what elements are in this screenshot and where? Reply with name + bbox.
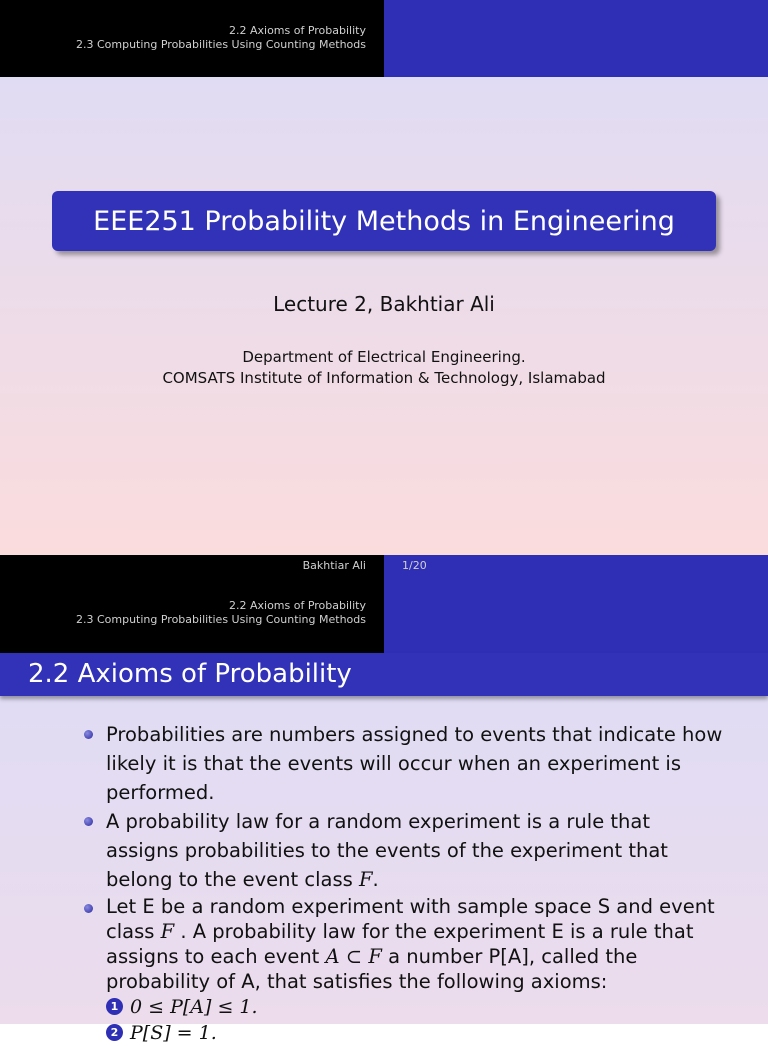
axiom-item: 2 P[S] = 1. (84, 1020, 724, 1046)
slide-footer (0, 555, 768, 578)
header-right-bar (384, 578, 768, 655)
list-item: Probabilities are numbers assigned to events that indicate how likely it is that the events will occur when an experiment is performed. (84, 720, 724, 807)
header-section[interactable]: 2.2 Axioms of Probability (228, 24, 366, 37)
bullet-icon (84, 730, 93, 739)
list-item: Let E be a random experiment with sample space S and event class F . A probability law for the experiment E is a rule that assigns to each event A ⊂ F a number P[A], called the probability of A, that satisfies the following axioms: (84, 894, 724, 994)
slide-header (0, 578, 768, 655)
page-number: 1/20 (402, 559, 427, 572)
header-left-bar (0, 0, 384, 77)
frame-title: 2.2 Axioms of Probability (28, 659, 352, 689)
header-left-bar (0, 578, 384, 655)
frame-title-bar (0, 653, 768, 696)
header-subsection[interactable]: 2.3 Computing Probabilities Using Counting Methods (75, 613, 366, 626)
institute: COMSATS Institute of Information & Technology, Islamabad (162, 369, 606, 387)
axiom-item: 1 0 ≤ P[A] ≤ 1. (84, 994, 724, 1020)
footer-author: Bakhtiar Ali (302, 559, 366, 572)
header-right-bar (384, 0, 768, 77)
header-subsection[interactable]: 2.3 Computing Probabilities Using Counting Methods (75, 38, 366, 51)
enumeration-badge: 1 (106, 998, 123, 1015)
bullet-list (84, 720, 724, 1046)
enumeration-badge: 2 (106, 1024, 123, 1041)
department: Department of Electrical Engineering. (242, 348, 526, 366)
lecture-author: Lecture 2, Bakhtiar Ali (273, 292, 495, 316)
bullet-icon (84, 904, 93, 913)
bullet-icon (84, 817, 93, 826)
content-slide (0, 578, 768, 1044)
list-item: A probability law for a random experiment is a rule that assigns probabilities to the events of the experiment that belong to the event class F. (84, 807, 724, 894)
header-section[interactable]: 2.2 Axioms of Probability (228, 599, 366, 612)
slide-header (0, 0, 768, 77)
presentation-title: EEE251 Probability Methods in Engineering (52, 191, 716, 251)
